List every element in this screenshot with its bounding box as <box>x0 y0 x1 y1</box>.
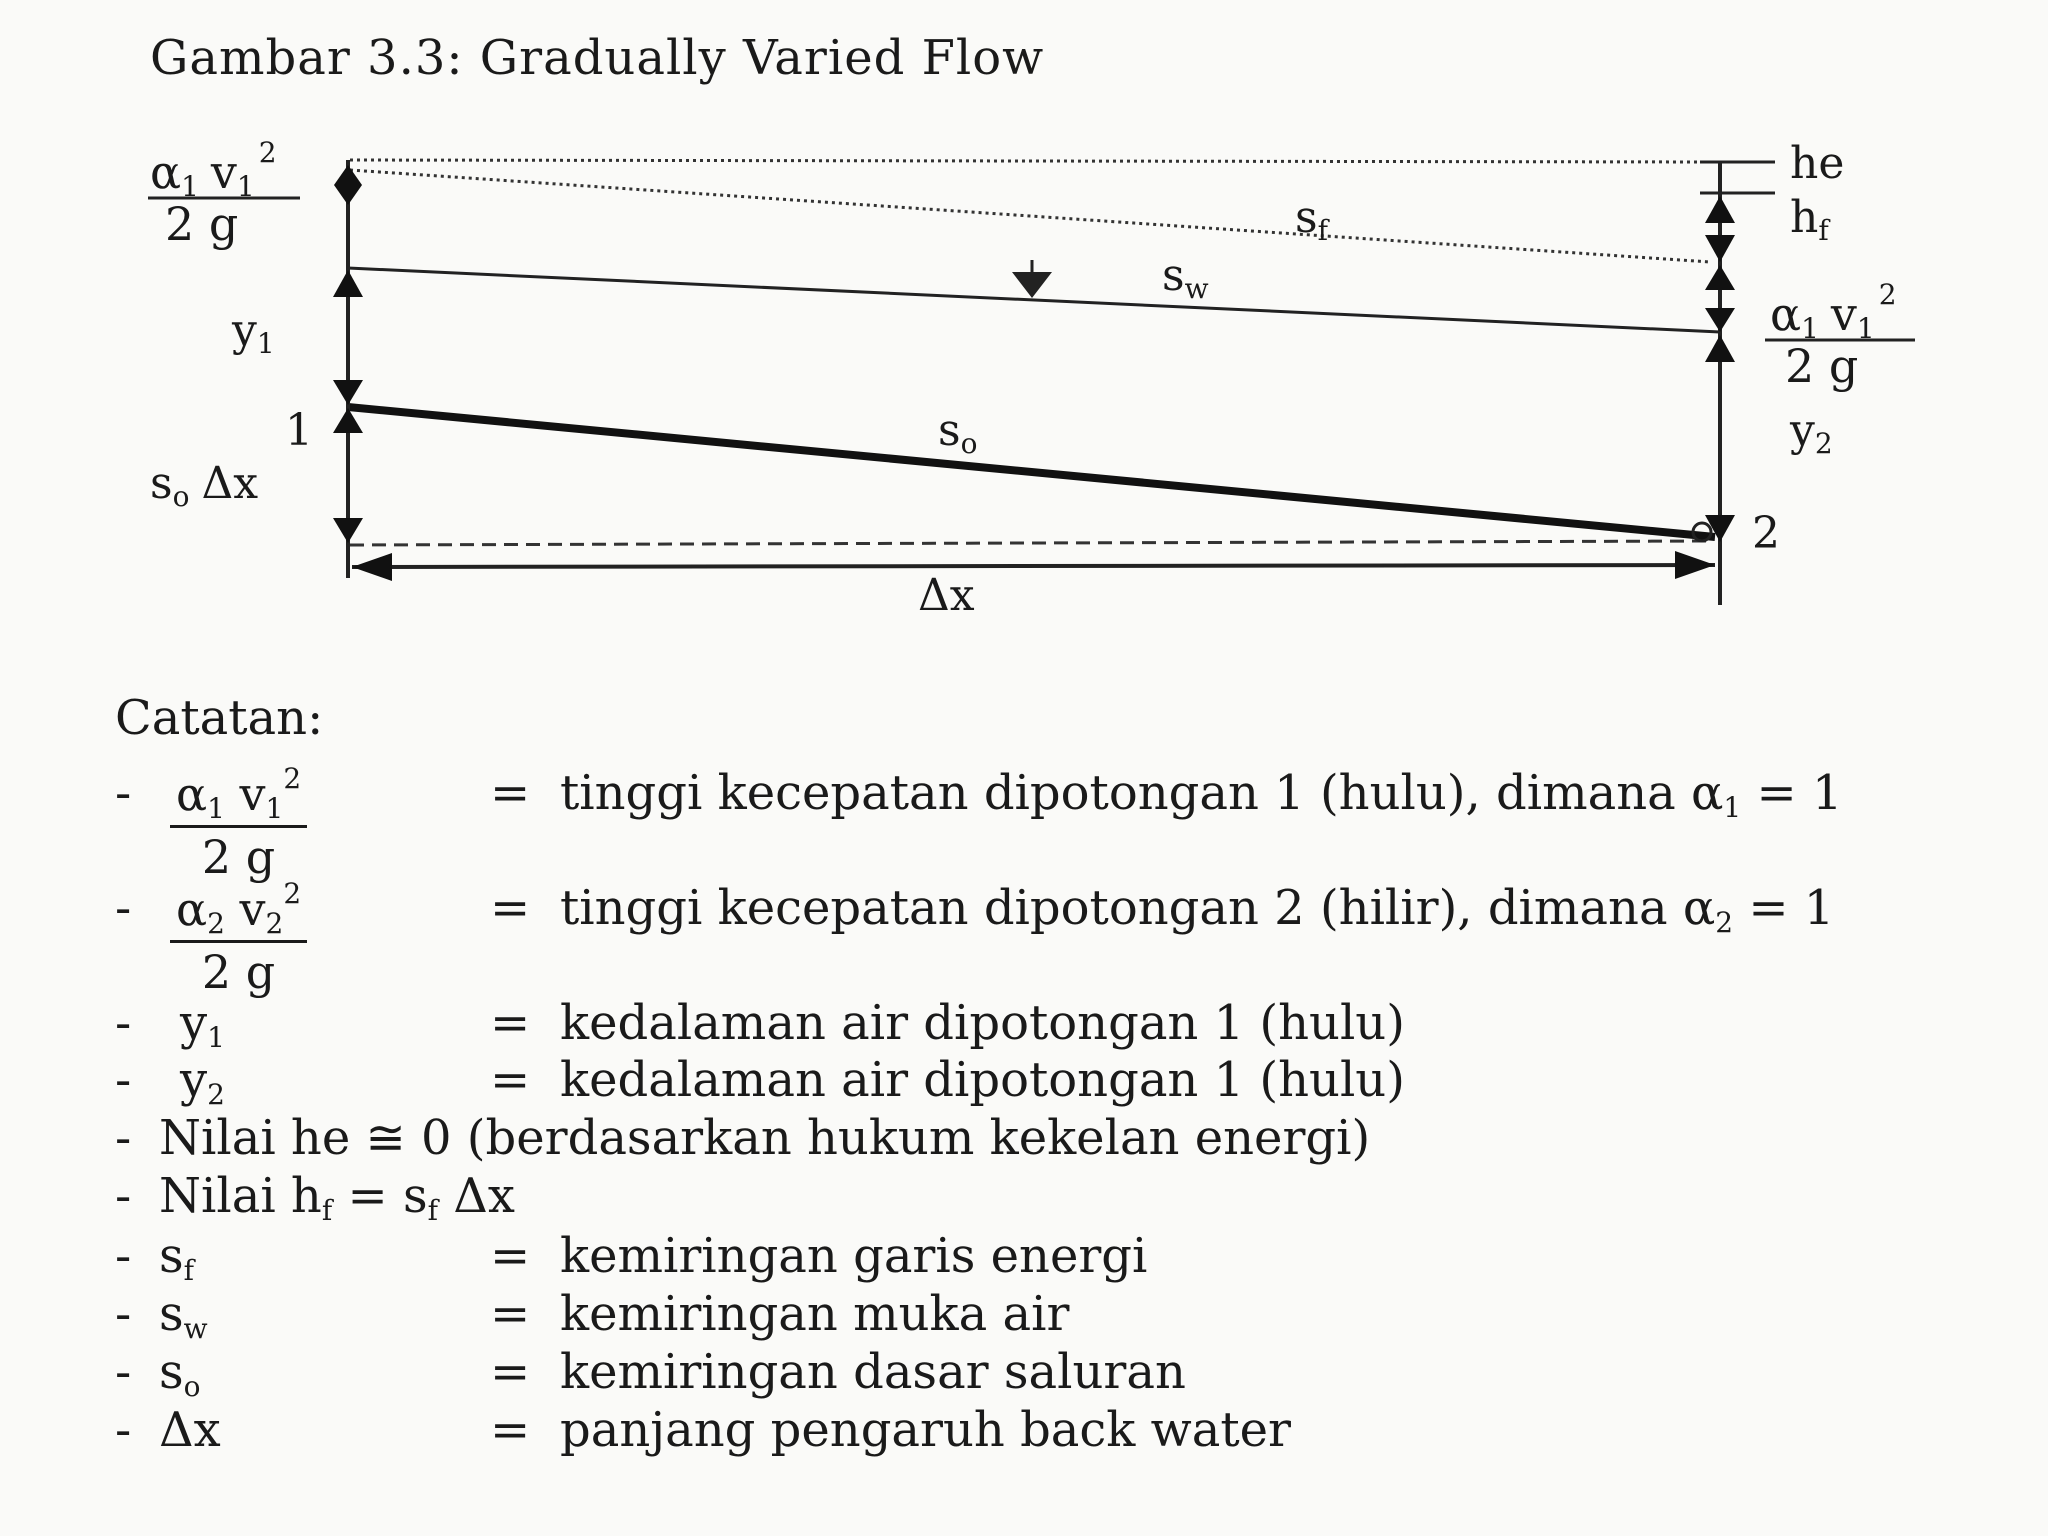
water-surface-marker <box>1012 272 1052 298</box>
notes-title: Catatan: <box>115 690 324 746</box>
y1-label: y1 <box>232 305 275 360</box>
right-arrow-hf-top <box>1705 196 1735 223</box>
velocity-head-right <box>1765 278 1915 393</box>
energy-line <box>350 170 1710 262</box>
so-label: so <box>938 405 978 460</box>
dx-arrow-left <box>352 553 392 581</box>
right-arrow-hf-bottom <box>1705 235 1735 262</box>
velocity-head-2-fraction: $\frac{\alpha 2 v2^2}{2 g}$ <box>170 880 307 995</box>
datum-line <box>350 541 1712 545</box>
sf-label: sf <box>1295 192 1328 247</box>
note-desc: tinggi kecepatan dipotongan 2 (hilir), dimana α2 = 1 <box>560 880 1835 939</box>
so-dx-label: so Δx <box>150 458 259 513</box>
channel-bed-line <box>348 407 1715 537</box>
gradually-varied-flow-diagram <box>0 0 2048 680</box>
he-label: he <box>1790 138 1845 189</box>
svg-text:α1v12: α1 $v1^2$ <box>150 136 277 203</box>
figure-title: Gambar 3.3: Gradually Varied Flow <box>150 30 1045 86</box>
note-dash: - <box>115 765 132 821</box>
left-arrow-y1-bottom <box>333 380 363 405</box>
dx-dimension-line <box>352 565 1715 567</box>
sw-label: sw <box>1162 250 1209 305</box>
svg-text:2 g: 2 g <box>1785 339 1859 393</box>
svg-text:2 g: 2 g <box>165 197 239 251</box>
velocity-head-1-fraction: $\frac{\alpha 1 v1^2}{2 g}$ <box>170 765 307 880</box>
dx-arrow-right <box>1675 551 1715 579</box>
dx-label: Δx <box>918 570 975 621</box>
svg-text:α1v12: α1 $v1^2$ <box>1770 278 1897 345</box>
left-arrow-y1-top <box>333 270 363 297</box>
note-desc: tinggi kecepatan dipotongan 1 (hulu), dimana α1 = 1 <box>560 765 1843 824</box>
y2-label: y2 <box>1790 405 1833 460</box>
point-1-label: 1 <box>285 405 313 456</box>
energy-line-top <box>350 160 1710 162</box>
velocity-head-left <box>148 136 300 251</box>
right-arrow-y2-top <box>1705 335 1735 362</box>
left-arrow-so-bottom <box>333 518 363 543</box>
point-2-label: 2 <box>1752 508 1780 559</box>
right-arrow-vh-top <box>1705 265 1735 290</box>
hf-label: hf <box>1790 192 1829 247</box>
right-arrow-vh-bottom <box>1705 308 1735 332</box>
